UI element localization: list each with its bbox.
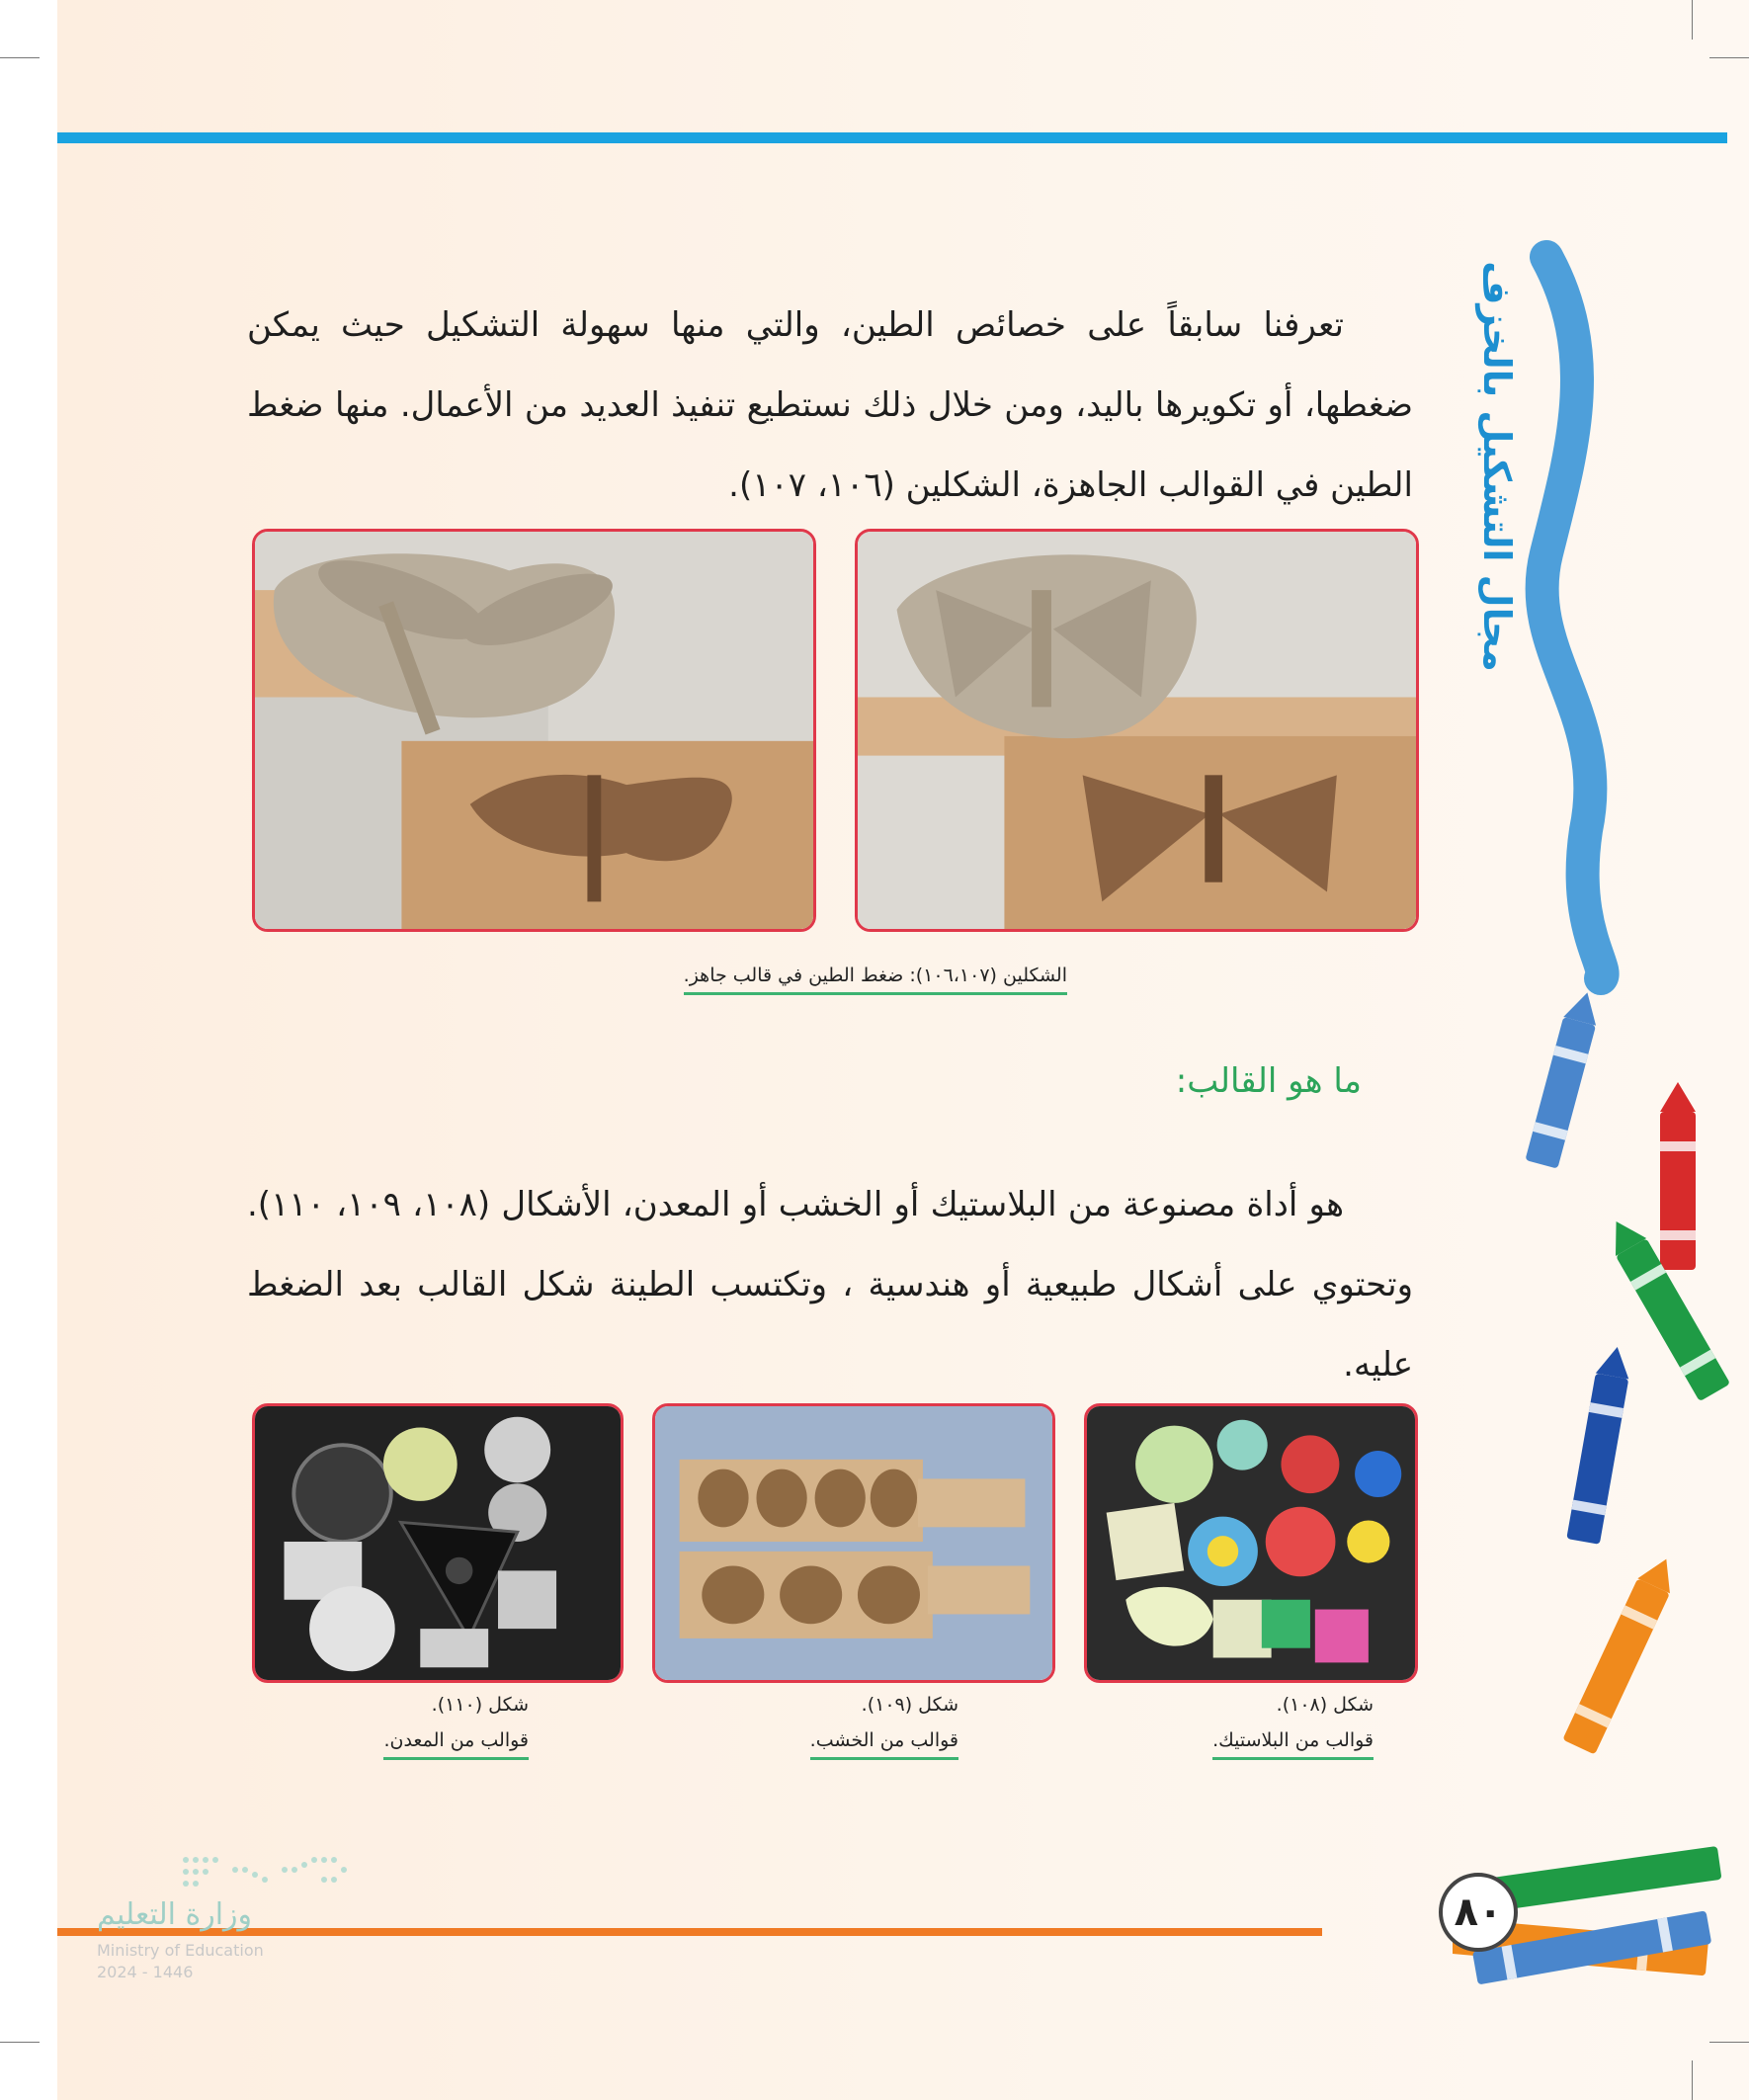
crop-mark: [0, 2042, 40, 2043]
top-accent-bar: [57, 132, 1727, 143]
butterfly-mold-image: [858, 532, 1416, 929]
figure-108-caption: [1087, 1690, 1374, 1760]
figure-108-number: شكل (١٠٨).: [1276, 1694, 1374, 1716]
metal-molds-photo: [252, 1403, 624, 1683]
side-section-title: [1453, 259, 1541, 674]
side-title-text: مجال التشكيل بالخزف: [1475, 261, 1519, 672]
butterfly-mold-photo: [855, 529, 1419, 932]
metal-molds-image: [255, 1406, 621, 1680]
crop-mark: [1692, 2060, 1693, 2100]
top-caption-text: الشكلين (١٠٦،١٠٧): ضغط الطين في قالب جاهز.: [684, 961, 1067, 995]
figure-109-label: قوالب من الخشب.: [810, 1725, 958, 1760]
ministry-english-name: Ministry of Education: [97, 1941, 264, 1960]
page-number: ٨٠: [1439, 1873, 1518, 1952]
mold-definition-paragraph: هو أداة مصنوعة من البلاستيك أو الخشب أو المعدن، الأشكال (١٠٨، ١٠٩، ١١٠). وتحتوي على أشكال طبيعية أو هندسية ، وتكتسب الطينة شكل القالب بعد الضغط عليه.: [247, 1185, 1413, 1385]
wooden-molds-photo: [652, 1403, 1055, 1683]
figure-108-label: قوالب من البلاستيك.: [1212, 1725, 1374, 1760]
figure-110-caption: [296, 1690, 529, 1760]
intro-paragraph: تعرفنا سابقاً على خصائص الطين، والتي منها سهولة التشكيل حيث يمكن ضغطها، أو تكويرها باليد، ومن خلال ذلك نستطيع تنفيذ العديد من الأعمال. منها ضغط الطين في القوالب الجاهزة، الشكلين (١٠٦، ١٠٧).: [247, 305, 1413, 505]
figure-110-label: قوالب من المعدن.: [383, 1725, 529, 1760]
ministry-year: 2024 - 1446: [97, 1963, 194, 1981]
crop-mark: [1709, 2042, 1749, 2043]
mold-heading: ما هو القالب:: [1175, 1061, 1362, 1101]
crop-mark: [1709, 57, 1749, 58]
plastic-molds-photo: [1084, 1403, 1418, 1683]
figure-109-caption: [692, 1690, 958, 1760]
wooden-molds-image: [655, 1406, 1052, 1680]
figure-109-number: شكل (١٠٩).: [861, 1694, 958, 1716]
dragonfly-mold-image: [255, 532, 813, 929]
crop-mark: [1692, 0, 1693, 40]
ministry-arabic-name: وزارة التعليم: [97, 1897, 253, 1932]
figure-110-number: شكل (١١٠).: [431, 1694, 529, 1716]
dragonfly-mold-photo: [252, 529, 816, 932]
ministry-dots-icon: [176, 1850, 354, 1890]
crop-mark: [0, 57, 40, 58]
top-figures-caption: [514, 961, 1067, 995]
ministry-logo: [97, 1850, 354, 1988]
plastic-molds-image: [1087, 1406, 1415, 1680]
